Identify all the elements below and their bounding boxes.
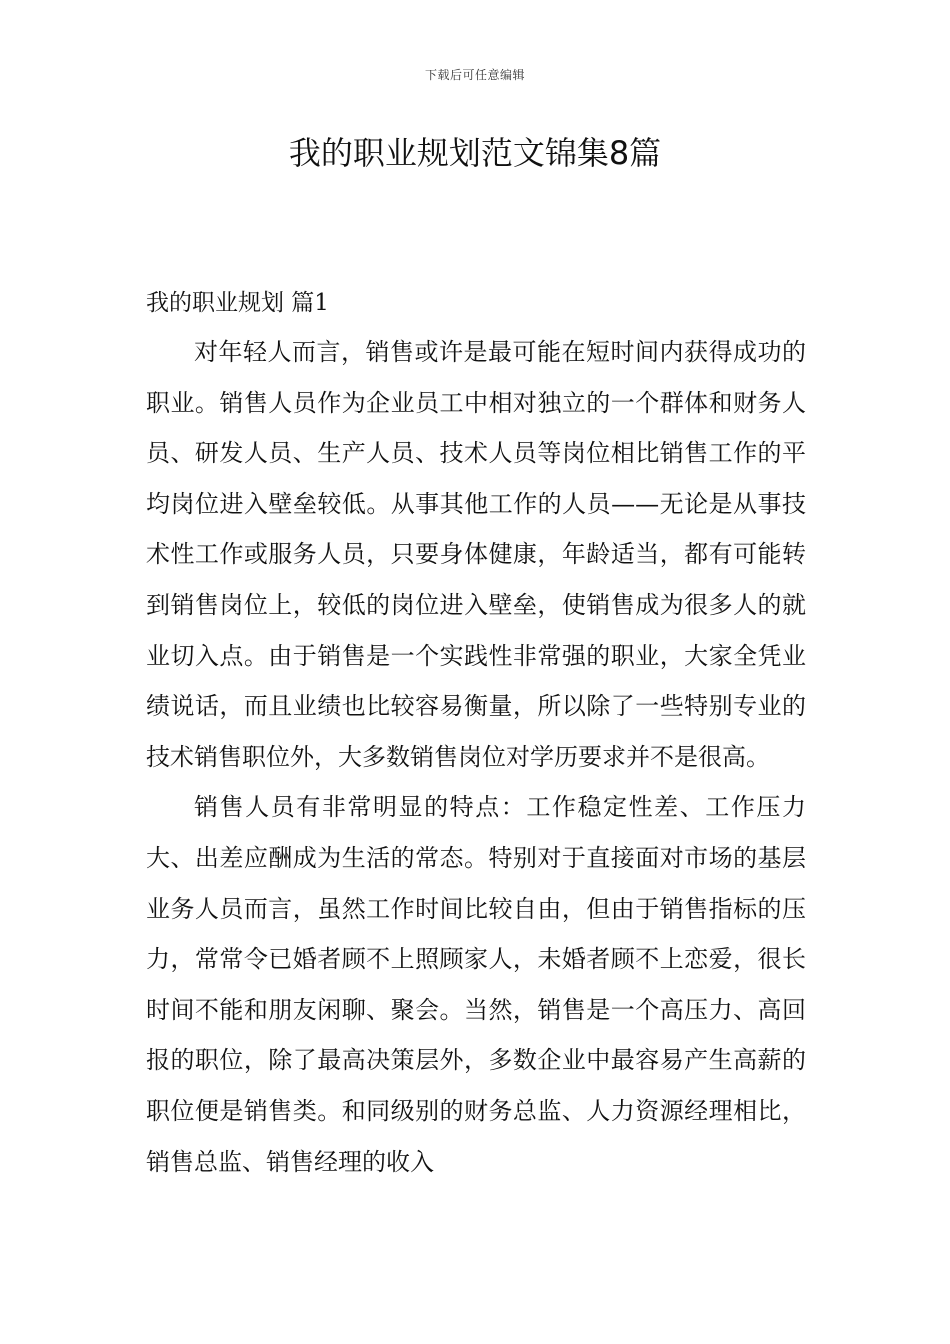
paragraph-1: 对年轻人而言，销售或许是最可能在短时间内获得成功的职业。销售人员作为企业员工中相对独立的一个群体和财务人员、研发人员、生产人员、技术人员等岗位相比销售工作的平均岗位进入壁垒较低。从事其他工作的人员——无论是从事技术性工作或服务人员，只要身体健康，年龄适当，都有可能转到销售岗位上，较低的岗位进入壁垒，使销售成为很多人的就业切入点。由于销售是一个实践性非常强的职业，大家全凭业绩说话，而且业绩也比较容易衡量，所以除了一些特别专业的技术销售职位外，大多数销售岗位对学历要求并不是很高。 [146,338,806,771]
section-heading: 我的职业规划 篇1 [146,290,329,316]
document-title: 我的职业规划范文锦集8篇 [288,134,662,172]
document-body [146,327,806,1187]
paragraph-2: 销售人员有非常明显的特点：工作稳定性差、工作压力大、出差应酬成为生活的常态。特别对于直接面对市场的基层业务人员而言，虽然工作时间比较自由，但由于销售指标的压力，常常令已婚者顾不上照顾家人，未婚者顾不上恋爱，很长时间不能和朋友闲聊、聚会。当然，销售是一个高压力、高回报的职位，除了最高决策层外，多数企业中最容易产生高薪的职位便是销售类。和同级别的财务总监、人力资源经理相比，销售总监、销售经理的收入 [146,793,806,1176]
header-note: 下载后可任意编辑 [424,68,525,82]
